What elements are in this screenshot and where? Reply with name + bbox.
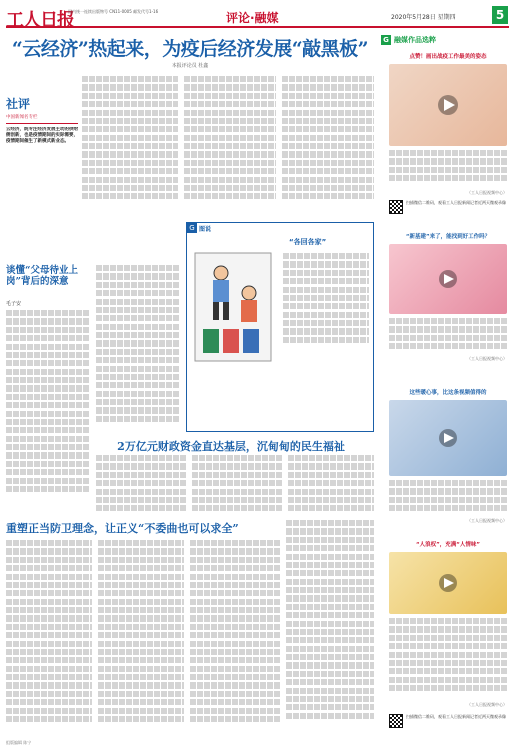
sheping-box [6,95,78,146]
story3-col3 [288,455,374,513]
sheping-tag: 社评 [6,97,31,111]
story4-col2 [98,540,184,735]
masthead [6,6,509,31]
media-rail [381,34,509,747]
rail-item1-image[interactable] [389,64,507,146]
masthead-info: 国内统一连续出版物号 CN11-0005 邮发代号1-16 [68,9,159,14]
picture-label: 图说 [199,226,212,233]
picture-caption [283,253,369,353]
story3-title[interactable]: 2万亿元财政资金直达基层，沉甸甸的民生福祉 [117,440,345,453]
rail-header [381,34,509,46]
rail-item4-caption[interactable]: “人浪权”，充满“人情味” [416,542,480,548]
story3-col2 [192,455,282,513]
rail-item1-caption[interactable]: 点赞！画出战疫工作最美的姿态 [409,54,487,60]
page-number: 5 [492,6,508,24]
qr-code-icon[interactable] [389,714,403,728]
issue-date: 2020年5月28日 星期四 [391,14,456,21]
lead-headline[interactable]: “云经济”热起来，为疫后经济发展“敲黑板” [11,38,369,60]
rail-item3-image[interactable] [389,400,507,476]
rail-item3-text [389,480,507,516]
rail-item3-caption[interactable]: 这些暖心事，比这条视频值得的 [409,390,487,396]
picture-panel [186,222,374,432]
lead-column-1 [82,76,178,216]
sheping-lede: 云经济，既专注经济发展主动的供给侧创新，也是疫情期间的实际需要，疫情期间催生了新模式新业态。 [6,127,78,145]
rail-item2-credit: （工人日报视频中心） [467,356,507,361]
rail-item2-text [389,318,507,354]
rail-item4-text [389,618,507,698]
rail-qr-text-2: 扫描微信二维码，观看工人日报新闻记者近两天微观录像 [406,714,506,719]
story3-col1 [96,455,186,513]
play-icon[interactable] [389,64,507,146]
rail-item2-image[interactable] [389,244,507,314]
rail-item2-caption[interactable]: “新基建”来了，能找到好工作吗？ [405,234,491,240]
story2-title[interactable]: 谈懂“父母待业上岗”背后的深意 [6,265,78,287]
lead-column-2 [184,76,276,216]
rail-header-text: 融媒作品选粹 [394,36,436,44]
rail-item4-image[interactable] [389,552,507,614]
rail-item4-credit: （工人日报视频中心） [467,702,507,707]
story2-body-col2 [96,265,180,435]
sheping-divider [6,123,78,124]
rail-item1-credit: （工人日报视频中心） [467,190,507,195]
footer-editor: 组版编辑 陈宁 [6,740,32,745]
story2-author: 毛子安 [6,301,22,307]
rail-badge-icon: G [381,35,391,45]
newspaper-logo: 工人日报 [6,10,74,31]
story2-body [6,310,90,510]
rail-item1-text [389,150,507,188]
section-title: 评论·融媒 [226,11,279,25]
story4-col1 [6,540,92,735]
story4-col3 [190,540,280,735]
play-icon[interactable] [389,400,507,476]
qr-code-icon[interactable] [389,200,403,214]
story4-col4 [286,520,374,735]
cartoon-illustration [191,243,275,363]
play-icon[interactable] [389,244,507,314]
story4-title[interactable]: 重塑正当防卫理念，让正义“不委曲也可以求全” [6,522,239,535]
picture-tag: G [187,223,197,233]
lead-column-3 [282,76,374,216]
sheping-author: 中国新闻名专栏 [6,115,38,120]
rail-item3-credit: （工人日报视频中心） [467,518,507,523]
lead-byline: 本报评论员 杜鑫 [171,63,209,69]
cartoon-title: “各回各家” [289,238,327,246]
play-icon[interactable] [389,552,507,614]
rail-qr-text: 扫描微信二维码，观看工人日报新闻记者近两天微观录像 [406,200,506,205]
